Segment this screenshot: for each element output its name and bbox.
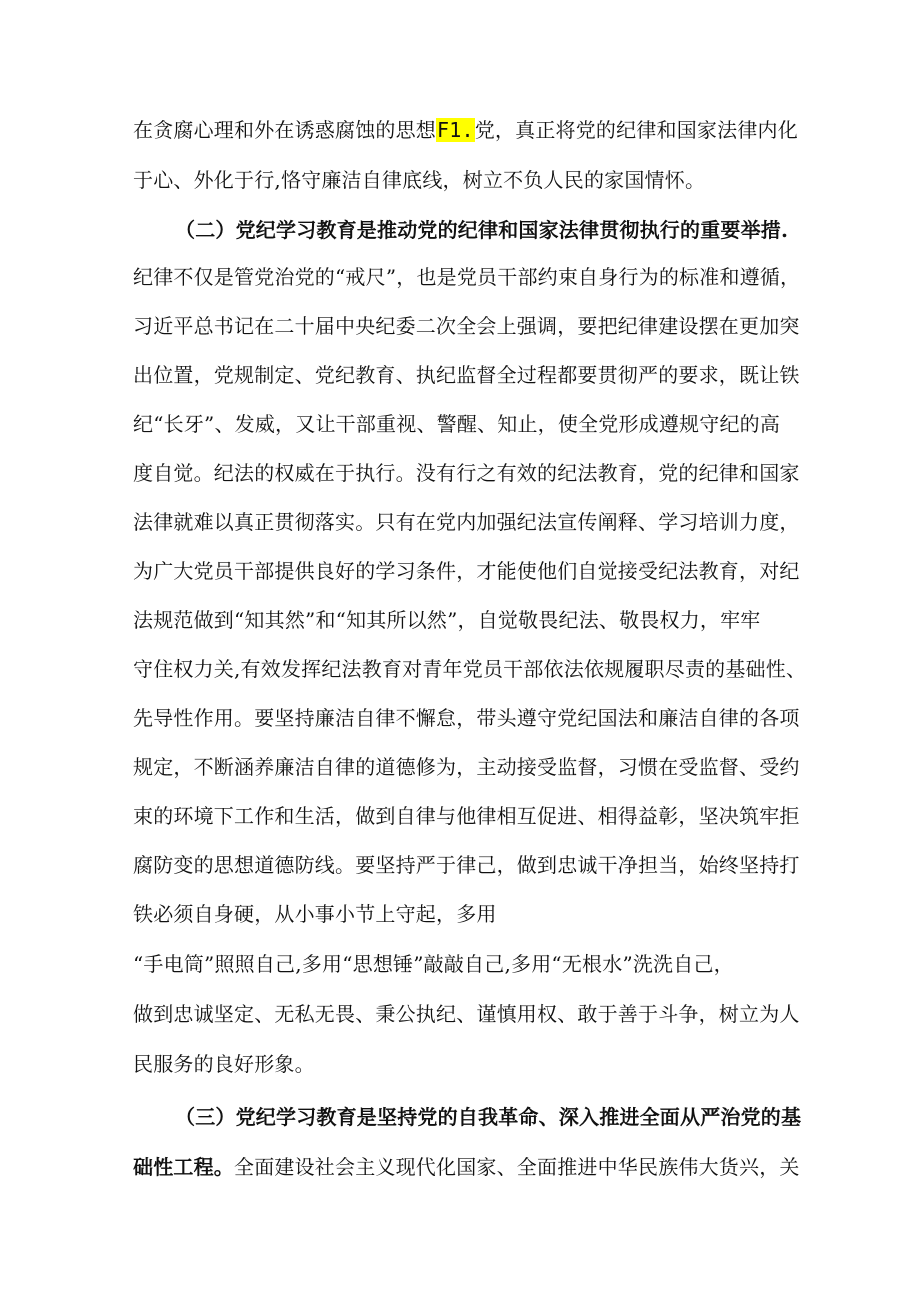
paragraph-line: 于心、外化于行,恪守廉洁自律底线，树立不负人民的家国情怀。 — [133, 168, 706, 192]
paragraph-line: 做到忠诚坚定、无私无畏、秉公执纪、谨慎用权、敢于善于斗争，树立为人 — [133, 1002, 800, 1026]
paragraph-line: 民服务的良好形象。 — [133, 1052, 315, 1076]
paragraph-line: 先导性作用。要坚持廉洁自律不懈怠，带头遵守党纪国法和廉洁自律的各项 — [133, 706, 800, 730]
paragraph-line: 规定，不断涵养廉洁自律的道德修为，主动接受监督，习惯在受监督、受约 — [133, 755, 800, 779]
text-run: 全面建设社会主义现代化国家、全面推进中华民族伟大货兴，关 — [234, 1155, 800, 1179]
paragraph-line — [133, 116, 798, 144]
paragraph-line: 习近平总书记在二十届中央纪委二次全会上强调，要把纪律建设摆在更加突 — [133, 314, 800, 338]
paragraph-line: 法规范做到“知其然”和“知其所以然”，自觉敬畏纪法、敬畏权力，牢牢 — [133, 608, 761, 632]
paragraph-line: 纪律不仅是管党治党的“戒尺”，也是党员干部约束自身行为的标准和遵循， — [133, 265, 801, 289]
paragraph-line: 守住权力关,有效发挥纪法教育对青年党员干部依法依规履职尽责的基础性、 — [133, 657, 807, 681]
paragraph-line: 铁必须自身硬，从小事小节上守起，多用 — [133, 902, 497, 926]
section-heading-tail: 础性工程。 — [133, 1155, 234, 1179]
text-run: 在贪腐心理和外在诱惑腐蚀的思想 — [133, 118, 436, 142]
text-run: 党，真正将党的纪律和国家法律内化 — [474, 118, 798, 142]
paragraph-line: “手电筒”照照自己,多用“思想锤”敲敲自己,多用“无根水”洗洗自己， — [133, 952, 734, 976]
paragraph-line: 纪“长牙”、发威，又让干部重视、警醒、知止，使全党形成遵规守纪的高 — [133, 412, 781, 436]
paragraph-line: 为广大党员干部提供良好的学习条件，才能使他们自觉接受纪法教育，对纪 — [133, 559, 800, 583]
section-heading: （三）党纪学习教育是坚持党的自我革命、深入推进全面从严治党的基 — [175, 1105, 802, 1129]
section-heading: （二）党纪学习教育是推动党的纪律和国家法律贯彻执行的重要举措. — [175, 218, 789, 242]
paragraph-line: 出位置，党规制定、党纪教育、执纪监督全过程都要贯彻严的要求，既让铁 — [133, 363, 800, 387]
paragraph-line — [133, 1153, 800, 1181]
paragraph-line: 法律就难以真正贯彻落实。只有在党内加强纪法宣传阐释、学习培训力度， — [133, 510, 800, 534]
highlighted-text: F1. — [437, 118, 474, 142]
paragraph-line: 束的环境下工作和生活，做到自律与他律相互促进、相得益彰，坚决筑牢拒 — [133, 804, 800, 828]
paragraph-line: 腐防变的思想道德防线。要坚持严于律己，做到忠诚干净担当，始终坚持打 — [133, 853, 800, 877]
paragraph-line: 度自觉。纪法的权威在于执行。没有行之有效的纪法教育，党的纪律和国家 — [133, 461, 800, 485]
